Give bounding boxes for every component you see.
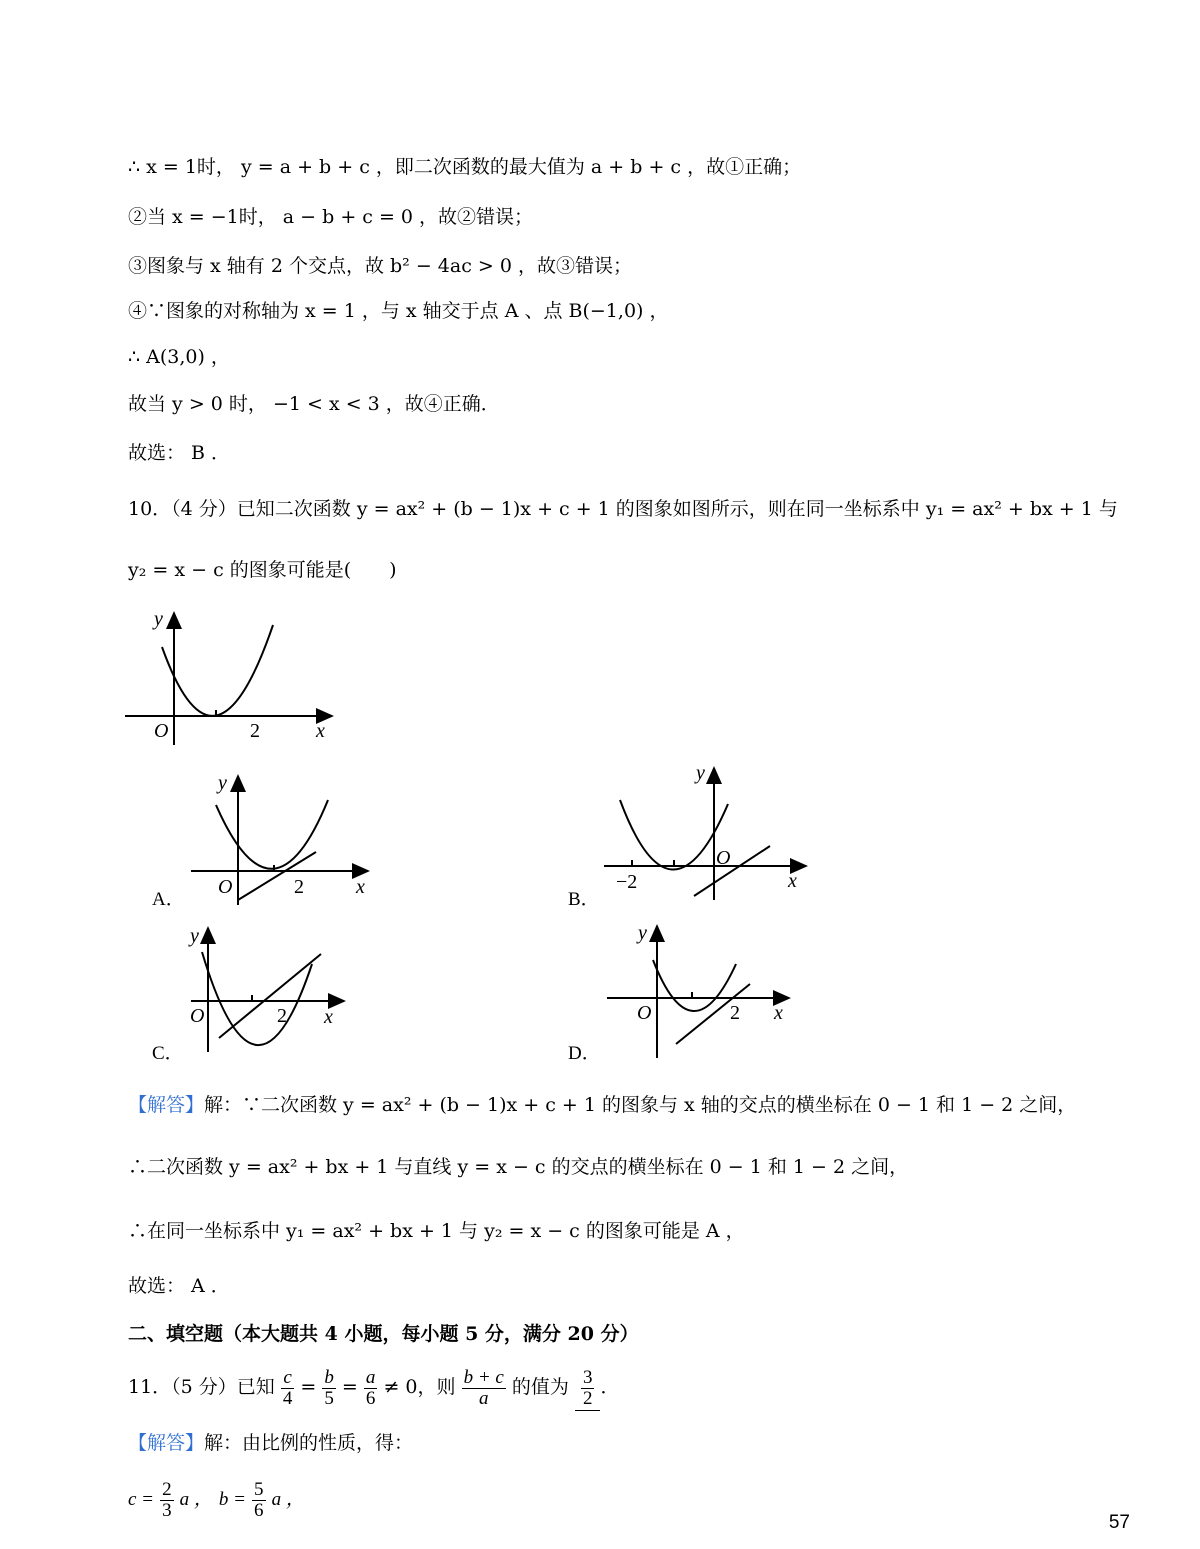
svg-text:−2: −2 [616,871,638,893]
svg-text:2: 2 [277,1005,287,1027]
solution-10-line-2: ∴二次函数 y = ax² + bx + 1 与直线 y = x − c 的交点的横坐标在 0 − 1 和 1 − 2 之间， [128,1156,909,1178]
fraction-answer: $\frac{3}{2}$ [582,1366,593,1409]
line-3: ③图象与 x 轴有 2 个交点，故 b² − 4ac > 0 ，故③错误； [128,255,632,277]
svg-text:O: O [218,876,233,898]
svg-text:x: x [356,876,365,898]
line-4: ④∵图象的对称轴为 x = 1 ，与 x 轴交于点 A 、点 B(−1,0) ， [128,300,669,322]
svg-text:y: y [638,922,647,944]
line-2: ②当 x = −1时， a − b + c = 0 ，故②错误； [128,206,534,228]
svg-text:O: O [716,847,731,869]
svg-text:2: 2 [294,876,304,898]
option-b-graph [596,762,816,902]
y-label: y [154,608,163,630]
question-10-line-1: 10．（4 分）已知二次函数 y = ax² + (b − 1)x + c + 1 的图象如图所示，则在同一坐标系中 y₁ = ax² + bx + 1 与 [128,498,1118,520]
option-a-graph [188,770,388,910]
option-a-parabola [216,800,328,869]
line-7: 故选： B ． [128,442,231,464]
fraction-b-over-5: $\frac{b}{5}$ [324,1366,334,1409]
fraction-5-over-6: $\frac{5}{6}$ [254,1478,264,1521]
solution-10-line-3: ∴在同一坐标系中 y₁ = ax² + bx + 1 与 y₂ = x − c 的图象可能是 A ， [128,1220,745,1242]
svg-text:x: x [324,1006,333,1028]
option-b-parabola [620,800,731,870]
option-c-line [219,954,321,1038]
solution-10-line-1: 【解答】解：∵二次函数 y = ax² + (b − 1)x + c + 1 的图象与 x 轴的交点的横坐标在 0 − 1 和 1 − 2 之间， [128,1094,1077,1116]
line-1: ∴ x = 1时， y = a + b + c ，即二次函数的最大值为 a + b + c ，故①正确； [128,156,802,178]
question-graph [120,605,340,745]
x-label: x [316,720,325,742]
answer-blank [575,1364,601,1411]
option-d-parabola [653,960,736,1011]
option-d-label[interactable]: D． [568,1043,601,1064]
option-a-label[interactable]: A． [152,889,185,910]
question-10-line-2: y₂ = x − c 的图象可能是( ) [128,559,397,581]
parabola [162,625,273,716]
tick-2-label: 2 [250,720,260,742]
svg-text:x: x [788,870,797,892]
option-d-graph [604,920,804,1060]
solution-10-line-4: 故选： A ． [128,1275,230,1297]
option-b-label[interactable]: B． [568,889,600,910]
svg-text:2: 2 [730,1002,740,1024]
fraction-bc-over-a: $\frac{b + c}{a}$ [463,1366,504,1409]
option-c-parabola [202,952,312,1045]
answer-tag-11: 【解答】 [128,1432,205,1454]
fraction-a-over-6: $\frac{a}{6}$ [365,1366,376,1409]
solution-11-line-2: c = $\frac{2}{3}$ a ， b = $\frac{5}{6}$ a ， [128,1478,305,1521]
page-number: 57 [1108,1512,1130,1533]
origin-label: O [154,720,169,742]
fraction-2-over-3: $\frac{2}{3}$ [162,1478,172,1521]
question-11: 11．（5 分）已知 $\frac{c}{4}$ = $\frac{b}{5}$ = $\frac{a}{6}$ ≠ 0，则 $\frac{b + c}{a}$ 的值为 $\frac{3}{2}$ ． [128,1364,619,1411]
line-5: ∴ A(3,0) ， [128,346,230,368]
answer-tag: 【解答】 [128,1094,205,1116]
svg-text:y: y [218,772,227,794]
fraction-c-over-4: $\frac{c}{4}$ [282,1366,293,1409]
svg-text:O: O [190,1005,205,1027]
svg-text:y: y [696,762,705,784]
svg-text:O: O [637,1002,652,1024]
option-c-label[interactable]: C． [152,1043,184,1064]
option-c-graph [186,922,356,1062]
solution-11-line-1: 【解答】解：由比例的性质，得： [128,1432,414,1454]
section-heading: 二、填空题（本大题共 4 小题，每小题 5 分，满分 20 分） [128,1323,639,1345]
option-b-line [694,846,770,896]
svg-text:y: y [190,925,199,947]
line-6: 故当 y > 0 时， −1 < x < 3 ，故④正确． [128,393,500,415]
svg-text:x: x [774,1002,783,1024]
